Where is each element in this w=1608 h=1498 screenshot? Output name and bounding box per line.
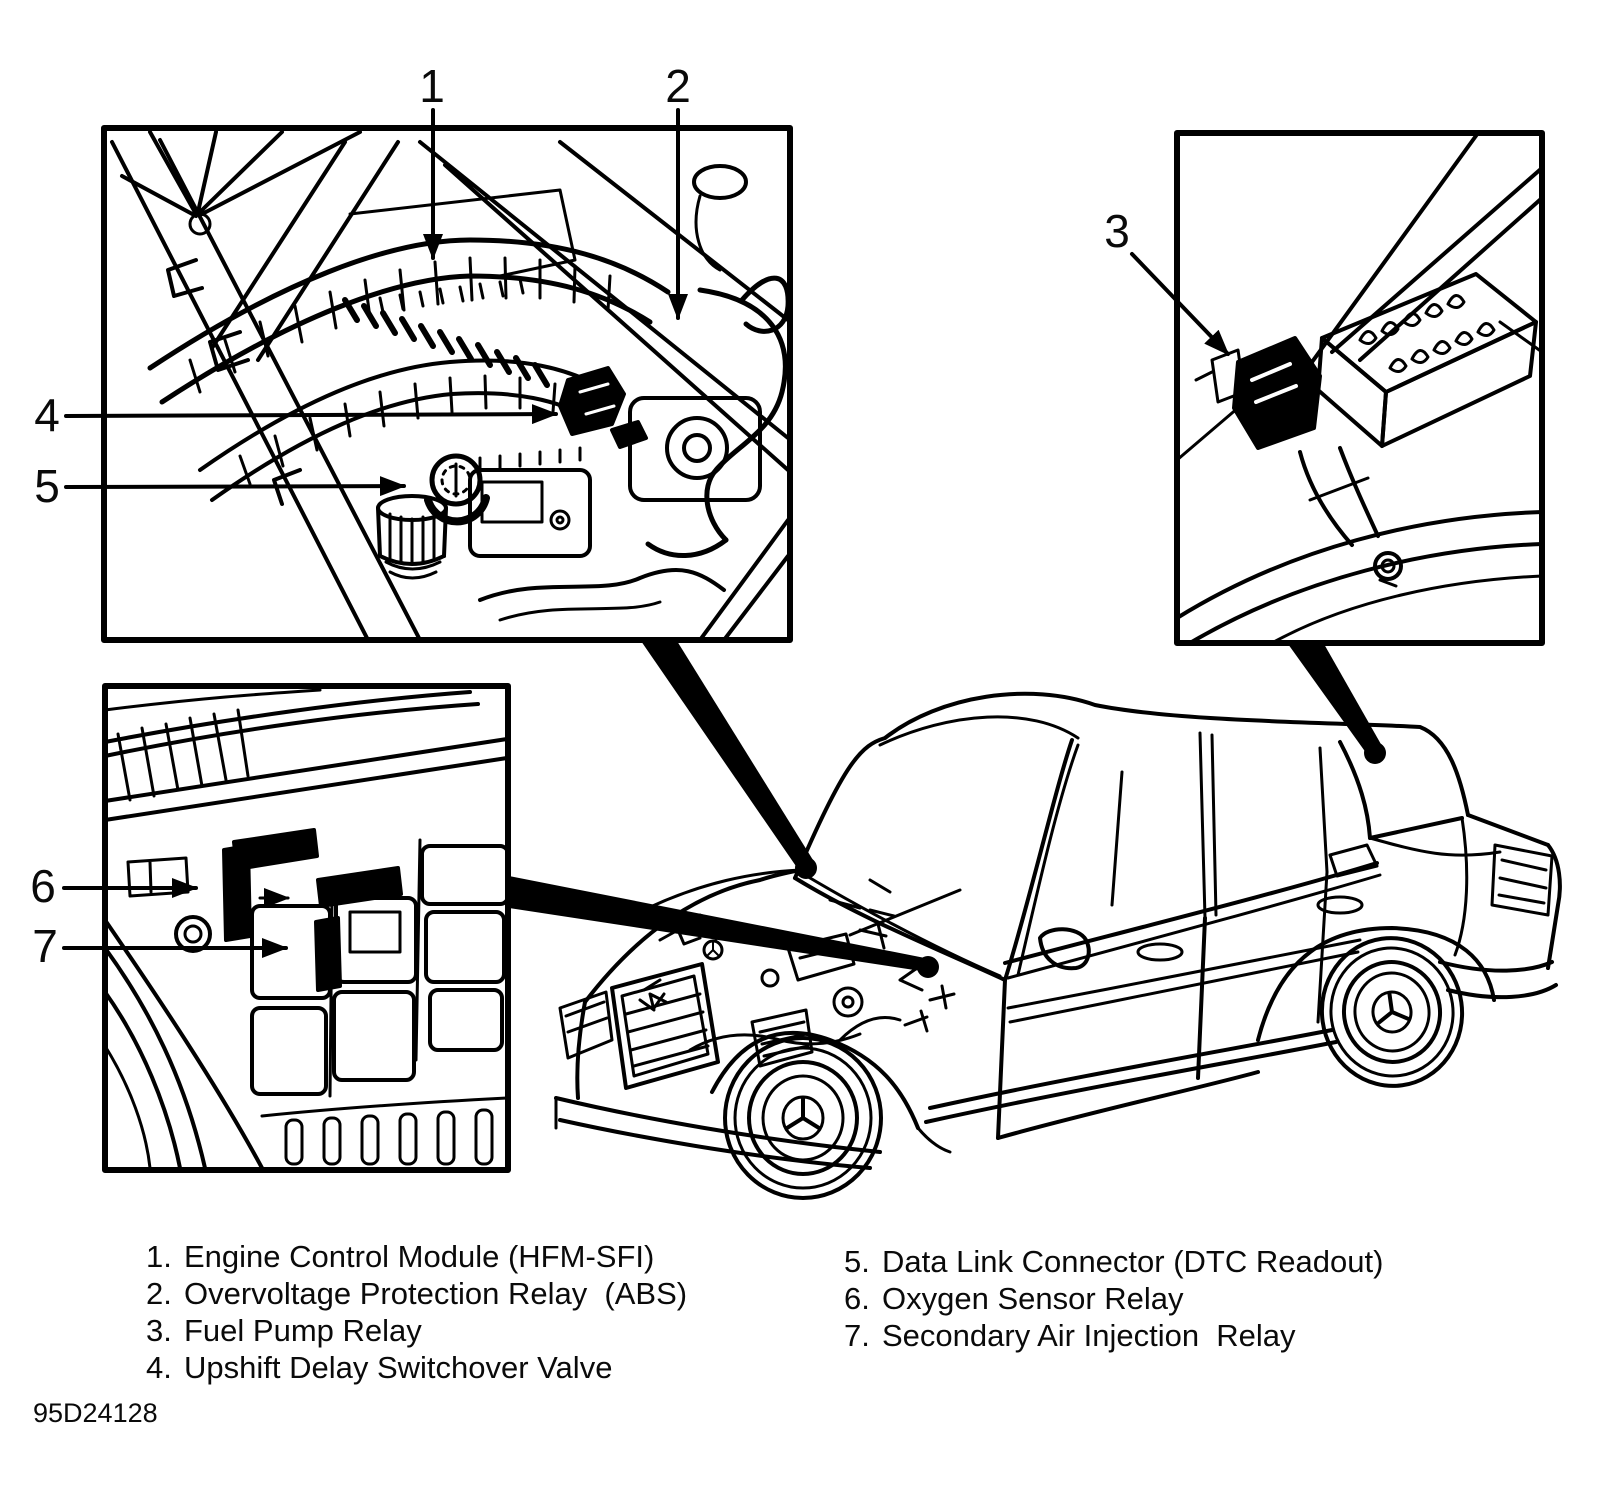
leader-dot-hood — [795, 857, 817, 879]
callout-4-leader — [66, 414, 556, 416]
inset-leader-pointers — [509, 641, 1386, 978]
inset-engine-compartment — [66, 110, 790, 640]
callout-5-label: 5 — [34, 460, 60, 512]
legend-left-column — [146, 1239, 687, 1387]
callout-2-label: 2 — [665, 60, 691, 112]
legend-item-7-label: Secondary Air Injection Relay — [882, 1318, 1296, 1353]
callout-6-label: 6 — [30, 860, 56, 912]
legend-item-6 — [844, 1281, 1383, 1318]
legend-item-2-number: 2. — [146, 1276, 172, 1311]
callout-7-label: 7 — [32, 920, 58, 972]
inset-relay-box — [64, 686, 508, 1170]
legend-item-3-number: 3. — [146, 1313, 172, 1348]
legend-item-2 — [146, 1276, 687, 1313]
inset-fuse-box — [1132, 133, 1542, 643]
legend-item-1-label: Engine Control Module (HFM-SFI) — [184, 1239, 655, 1274]
legend-item-7 — [844, 1318, 1383, 1355]
legend-item-6-number: 6. — [844, 1281, 870, 1316]
legend-item-5-label: Data Link Connector (DTC Readout) — [882, 1244, 1384, 1279]
inset-fuse-box-border — [1177, 133, 1542, 643]
legend-item-1-number: 1. — [146, 1239, 172, 1274]
rear-wheel — [1312, 929, 1471, 1095]
legend-item-1 — [146, 1239, 687, 1276]
legend-item-5-number: 5. — [844, 1244, 870, 1279]
leader-dot-rear-deck — [1364, 742, 1386, 764]
leader-dot-cowl — [917, 956, 939, 978]
legend-item-6-label: Oxygen Sensor Relay — [882, 1281, 1184, 1316]
callout-3-label: 3 — [1104, 205, 1130, 257]
inset-relay-box-border — [105, 686, 508, 1170]
upshift-valve-shape — [560, 368, 624, 434]
legend-item-3-label: Fuel Pump Relay — [184, 1313, 422, 1348]
front-wheel — [725, 1038, 881, 1198]
legend-item-3 — [146, 1313, 687, 1350]
callout-4-label: 4 — [34, 389, 60, 441]
leader-engine-inset — [641, 641, 813, 872]
callout-1-label: 1 — [419, 60, 445, 112]
legend-item-2-label: Overvoltage Protection Relay (ABS) — [184, 1276, 688, 1311]
callout-5-leader — [66, 486, 404, 487]
front-door-handle — [1138, 944, 1182, 960]
document-number: 95D24128 — [33, 1398, 158, 1428]
legend-item-5 — [844, 1244, 1383, 1281]
legend-item-7-number: 7. — [844, 1318, 870, 1353]
car-illustration — [556, 694, 1560, 1198]
legend-item-4-number: 4. — [146, 1350, 172, 1385]
legend-item-4-label: Upshift Delay Switchover Valve — [184, 1350, 613, 1385]
legend-item-4 — [146, 1350, 687, 1387]
leader-fuse-inset — [1288, 644, 1382, 757]
legend-right-column — [844, 1244, 1383, 1355]
